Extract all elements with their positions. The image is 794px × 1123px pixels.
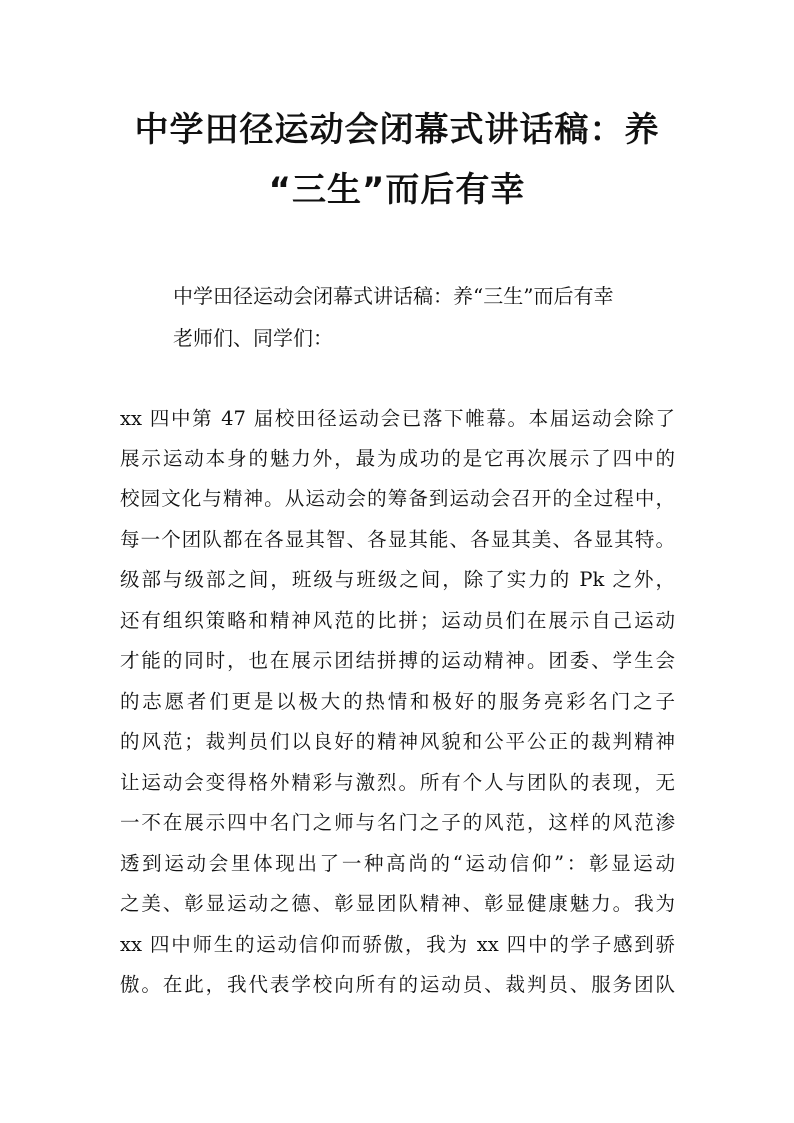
- body-line: 傲。在此，我代表学校向所有的运动员、裁判员、服务团队: [120, 973, 675, 996]
- document-title-line-2: “三生”而后有幸: [268, 170, 526, 210]
- body-line: 一不在展示四中名门之师与名门之子的风范，这样的风范渗: [120, 811, 675, 834]
- body-line: 还有组织策略和精神风范的比拼；运动员们在展示自己运动: [120, 609, 675, 632]
- body-line: 级部与级部之间，班级与班级之间，除了实力的 Pk 之外，: [120, 568, 675, 591]
- body-line: 才能的同时，也在展示团结拼搏的运动精神。团委、学生会: [120, 649, 675, 672]
- body-line: 之美、彰显运动之德、彰显团队精神、彰显健康魅力。我为: [120, 892, 675, 915]
- body-line: 透到运动会里体现出了一种高尚的“运动信仰”：彰显运动: [120, 852, 675, 875]
- body-line: 展示运动本身的魅力外，最为成功的是它再次展示了四中的: [120, 447, 675, 470]
- document-subtitle: 中学田径运动会闭幕式讲话稿：养“三生”而后有幸: [173, 284, 614, 308]
- salutation: 老师们、同学们：: [173, 326, 333, 350]
- body-line: xx 四中师生的运动信仰而骄傲，我为 xx 四中的学子感到骄: [120, 933, 675, 956]
- body-line: 的风范；裁判员们以良好的精神风貌和公平公正的裁判精神: [120, 730, 675, 753]
- body-line: 每一个团队都在各显其智、各显其能、各显其美、各显其特。: [120, 528, 675, 551]
- body-line: 校园文化与精神。从运动会的筹备到运动会召开的全过程中，: [120, 487, 675, 510]
- body-line: xx 四中第 47 届校田径运动会已落下帷幕。本届运动会除了: [120, 407, 675, 430]
- body-line: 让运动会变得格外精彩与激烈。所有个人与团队的表现，无: [120, 771, 675, 794]
- document-title-line-1: 中学田径运动会闭幕式讲话稿：养: [134, 110, 660, 150]
- body-line: 的志愿者们更是以极大的热情和极好的服务亮彩名门之子: [120, 690, 675, 713]
